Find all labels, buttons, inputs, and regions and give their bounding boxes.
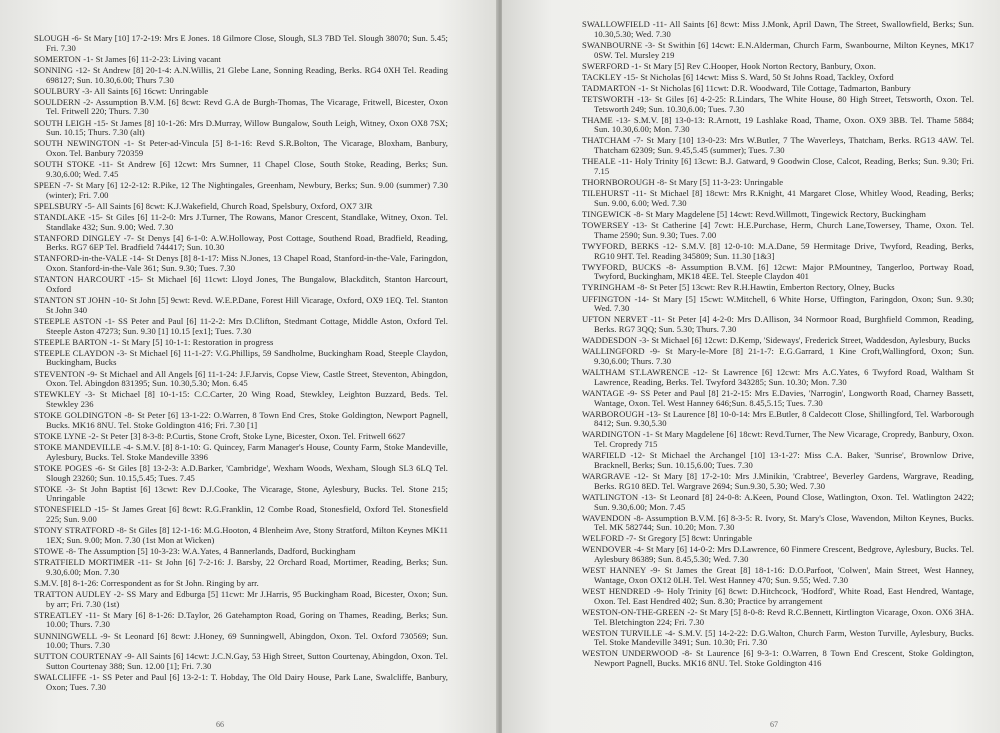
directory-entry: STOKE MANDEVILLE -4- S.M.V. [8] 8-1-10: G. Quincey, Farm Manager's House, County Farm, Stoke Mandeville, Aylesbury, Bucks. Tel. Stoke Mandeville 3396	[34, 442, 448, 462]
directory-entry: WADDESDON -3- St Michael [6] 12cwt: D.Kemp, 'Sideways', Frederick Street, Waddesdon, Aylesbury, Bucks	[582, 335, 971, 346]
directory-entry: SLOUGH -6- St Mary [10] 17-2-19: Mrs E Jones. 18 Gilmore Close, Slough, SL3 7BD Tel. Slough 38070; Sun. 5.45; Fri. 7.30	[34, 33, 448, 53]
directory-entry: SONNING -12- St Andrew [8] 20-1-4: A.N.Willis, 21 Glebe Lane, Sonning Reading, Berks. RG4 0XH Tel. Reading 698127; Sun. 10.30,6.00; Thurs 7.30	[34, 64, 448, 85]
left-page	[0, 0, 498, 733]
directory-entry: WARGRAVE -12- St Mary [8] 17-2-10: Mrs J.Minikin, 'Crabtree', Beverley Gardens, Wargrave, Reading, Berks. RG10 8ED. Tel. Wargrave 2694; Sun.9.30, 5.30; Wed. 7.30	[582, 471, 974, 491]
directory-entry: WARBOROUGH -13- St Laurence [8] 10-0-14: Mrs E.Butler, 8 Caldecott Close, Shillingford, Tel. Warborough 8412; Sun. 9.30,5.30	[582, 408, 974, 429]
directory-entry: STEVENTON -9- St Michael and All Angels [6] 11-1-24: J.F.Jarvis, Copse View, Castle Street, Steventon, Abingdon, Oxon. Tel. Abingdon 831395; Sun. 10.30,5.30; Mon. 6.45	[34, 368, 448, 389]
directory-entry: STOWE -8- The Assumption [5] 10-3-23: W.A.Yates, 4 Bannerlands, Dadford, Buckingham	[34, 546, 356, 556]
page-number: 67	[770, 720, 778, 729]
directory-entry: STOKE GOLDINGTON -8- St Peter [6] 13-1-22: O.Warren, 8 Town End Cres, Stoke Goldington, Newport Pagnell, Bucks. MK16 8NU. Tel. Stoke Goldington 416; Fri. 7.30 [1]	[34, 410, 448, 430]
directory-entry: WENDOVER -4- St Mary [6] 14-0-2: Mrs D.Lawrence, 60 Finmere Crescent, Bedgrove, Aylesbury, Bucks. Tel. Aylesbury 86389; Sun. 8.45,5.30; Wed. 7.30	[582, 544, 974, 565]
directory-entry: STOKE LYNE -2- St Peter [3] 8-3-8: P.Curtis, Stone Croft, Stoke Lyne, Bicester, Oxon. Tel. Fritwell 6627	[34, 430, 406, 441]
directory-entry: THEALE -11- Holy Trinity [6] 13cwt: B.J. Gatward, 9 Goodwin Close, Calcot, Reading, Berks; Sun. 9.30; Fri. 7.15	[582, 156, 974, 176]
directory-entry: WESTON TURVILLE -4- S.M.V. [5] 14-2-22: D.G.Walton, Church Farm, Weston Turville, Aylesbury, Bucks. Tel. Stoke Mandeville 3491; Sun. 10.30; Fri. 7.30	[582, 627, 974, 648]
directory-entry: TADMARTON -1- St Nicholas [6] 11cwt: D.R. Woodward, Tile Cottage, Tadmarton, Banbury	[582, 82, 911, 93]
directory-entry: WANTAGE -9- SS Peter and Paul [8] 21-2-15: Mrs E.Davies, 'Narrogin', Longworth Road, Charney Bassett, Wantage, Oxon. Tel. West Hanney 646;Sun. 8.45,5.15; Tues. 7.30	[582, 387, 974, 408]
directory-entry: WALTHAM ST.LAWRENCE -12- St Lawrence [6] 12cwt: Mrs A.C.Yates, 6 Twyford Road, Waltham St Lawrence, Reading, Berks. Tel. Twyford 343285; Sun. 10.30; Mon. 7.30	[582, 367, 974, 387]
directory-entry: TETSWORTH -13- St Giles [6] 4-2-25: R.Lindars, The White House, 80 High Street, Tetsworth, Oxon. Tel. Tetsworth 249; Sun. 10.30,6.00; Tues. 7.30	[582, 93, 974, 114]
right-page	[502, 0, 1000, 733]
page-number: 66	[216, 720, 224, 729]
directory-entry: SOMERTON -1- St James [6] 11-2-23: Living vacant	[34, 53, 221, 64]
directory-entry: UFFINGTON -14- St Mary [5] 15cwt: W.Mitchell, 6 White Horse, Uffington, Faringdon, Oxon; Sun. 9.30; Wed. 7.30	[582, 293, 974, 314]
directory-entry: WAVENDON -8- Assumption B.V.M. [6] 8-3-5: R. Ivory, St. Mary's Close, Wavendon, Milton Keynes, Bucks. Tel. MK 582744; Sun. 10.20; Mon. 7.30	[582, 512, 974, 533]
directory-entry: SWALCLIFFE -1- SS Peter and Paul [6] 13-2-1: T. Hobday, The Old Dairy House, Park Lane, Swalcliffe, Banbury, Oxon; Tues. 7.30	[34, 672, 448, 692]
directory-entry: WELFORD -7- St Gregory [5] 8cwt: Unringable	[582, 533, 753, 544]
directory-entry: STEEPLE CLAYDON -3- St Michael [6] 11-1-27: V.G.Phillips, 59 Sandholme, Buckingham Road, Steeple Claydon, Buckingham, Bucks	[34, 347, 448, 368]
directory-entry: WATLINGTON -13- St Leonard [8] 24-0-8: A.Keen, Pound Close, Watlington, Oxon. Tel. Watlington 2422; Sun. 9.30,6.00; Mon. 7.45	[582, 491, 974, 512]
directory-entry: STEEPLE ASTON -1- SS Peter and Paul [6] 11-2-2: Mrs D.Clifton, Stedmant Cottage, Middle Aston, Oxford Tel. Steeple Aston 47273; Sun. 9.30 [1] 10.15 [ex1]; Tues. 7.30	[34, 315, 448, 336]
directory-entry: WEST HANNEY -9- St James the Great [8] 18-1-16: D.O.Parfoot, 'Colwen', Main Street, West Hanney, Wantage, Oxon OX12 0LH. Tel. West Hanney 470; Sun. 9.55; Wed. 7.30	[582, 565, 974, 585]
directory-entry: SWERFORD -1- St Mary [5] Rev C.Hooper, Hook Norton Rectory, Banbury, Oxon.	[582, 60, 876, 71]
directory-entry: TWYFORD, BERKS -12- S.M.V. [8] 12-0-10: M.A.Dane, 59 Hermitage Drive, Twyford, Reading, Berks, RG10 9HT. Tel. Reading 345809; Sun. 11.30 [1&3]	[582, 240, 974, 261]
directory-entry: TACKLEY -15- St Nicholas [6] 14cwt: Miss S. Ward, 50 St Johns Road, Tackley, Oxford	[582, 71, 894, 82]
directory-entry: SWANBOURNE -3- St Swithin [6] 14cwt: E.N.Alderman, Church Farm, Swanbourne, Milton Keynes, MK17 0SW. Tel. Mursley 219	[582, 39, 974, 60]
directory-entry: SOULBURY -3- All Saints [6] 16cwt: Unringable	[34, 85, 209, 96]
directory-entry: SOUTH STOKE -11- St Andrew [6] 12cwt: Mrs Sumner, 11 Chapel Close, South Stoke, Reading, Berks; Sun. 9.30,6.00; Wed. 7.45	[34, 159, 448, 179]
directory-entry: WALLINGFORD -9- St Mary-le-More [8] 21-1-7: E.G.Garrard, 1 Kine Croft,Wallingford, Oxon; Sun. 9.30,6.00; Thurs. 7.30	[582, 346, 974, 366]
directory-entry: THAME -13- S.M.V. [8] 13-0-13: R.Arnott, 19 Lashlake Road, Thame, Oxon. OX9 3BB. Tel. Thame 5884; Sun. 10.30,6.00; Mon. 7.30	[582, 114, 974, 135]
directory-entry: WESTON UNDERWOOD -8- St Laurence [6] 9-3-1: O.Warren, 8 Town End Crescent, Stoke Goldington, Newport Pagnell, Bucks. MK16 8NU. Tel. Stoke Goldington 416	[582, 648, 974, 669]
directory-entry: STRATFIELD MORTIMER -11- St John [6] 7-2-16: J. Barsby, 22 Orchard Road, Mortimer, Reading, Berks; Sun. 9.30,6.00; Mon. 7.30	[34, 557, 448, 577]
directory-entry: SOUTH LEIGH -15- St James [8] 10-1-26: Mrs D.Murray, Willow Bungalow, South Leigh, Witney, Oxon OX8 7SX; Sun. 10.15; Thurs. 7.30 (alt)	[34, 117, 448, 138]
directory-entry: TWYFORD, BUCKS -8- Assumption B.V.M. [6] 12cwt: Major P.Mountney, Tangerloo, Portway Road, Twyford, Buckingham, MK18 4EE. Tel. Steeple Claydon 401	[582, 261, 974, 282]
right-entry-list	[582, 20, 974, 669]
directory-entry: STOKE POGES -6- St Giles [8] 13-2-3: A.D.Barker, 'Cambridge', Wexham Woods, Wexham, Slough SL3 6LQ Tel. Slough 23260; Sun. 10.15,5.45; Tues. 7.45	[34, 462, 448, 483]
directory-entry: STANTON ST JOHN -10- St John [5] 9cwt: Revd. W.E.P.Dane, Forest Hill Vicarage, Oxford, OX9 1EQ. Tel. Stanton St John 340	[34, 295, 448, 315]
directory-entry: TILEHURST -11- St Michael [8] 18cwt: Mrs R.Knight, 41 Margaret Close, Whitley Wood, Reading, Berks; Sun. 9.00, 6.00; Wed. 7.30	[582, 188, 974, 208]
directory-entry: TINGEWICK -8- St Mary Magdelene [5] 14cwt: Revd.Willmott, Tingewick Rectory, Buckingham	[582, 208, 927, 219]
directory-entry: STOKE -3- St John Baptist [6] 13cwt: Rev D.J.Cooke, The Vicarage, Stone, Aylesbury, Bucks. Tel. Stone 215; Unringable	[34, 483, 448, 504]
directory-entry: SWALLOWFIELD -11- All Saints [6] 8cwt: Miss J.Monk, April Dawn, The Street, Swallowfield, Berks; Sun. 10.30,5.30; Wed. 7.30	[582, 19, 974, 39]
directory-entry: SOUTH NEWINGTON -1- St Peter-ad-Vincula [5] 8-1-16: Revd S.R.Bolton, The Vicarage, Bloxham, Banbury, Oxon. Tel. Banbury 720359	[34, 138, 448, 159]
directory-entry: STONESFIELD -15- St James Great [6] 8cwt: R.G.Franklin, 12 Combe Road, Stonesfield, Oxford Tel. Stonesfield 225; Sun. 9.00	[34, 504, 448, 525]
directory-entry: UFTON NERVET -11- St Peter [4] 4-2-0: Mrs D.Allison, 34 Normoor Road, Burghfield Common, Reading, Berks. RG7 3QQ; Sun. 5.30; Thurs. 7.30	[582, 314, 974, 335]
directory-entry: STEWKLEY -3- St Michael [8] 10-1-15: C.C.Carter, 20 Wing Road, Stewkley, Leighton Buzzard, Beds. Tel. Stewkley 236	[34, 389, 448, 410]
directory-entry: S.M.V. [8] 8-1-26: Correspondent as for St John. Ringing by arr.	[34, 577, 259, 588]
directory-entry: STANFORD-in-the-VALE -14- St Denys [8] 8-1-17: Miss N.Jones, 13 Chapel Road, Stanford-in-the-Vale, Faringdon, Oxon. Stanford-in-the-Vale 361; Sun. 9.30; Tues. 7.30	[34, 253, 448, 274]
directory-entry: SOULDERN -2- Assumption B.V.M. [6] 8cwt: Revd G.A de Burgh-Thomas, The Vicarage, Fritwell, Bicester, Oxon Tel. Fritwell 220; Thurs. 7.30	[34, 96, 448, 117]
directory-entry: STEEPLE BARTON -1- St Mary [5] 10-1-1: Restoration in progress	[34, 336, 274, 347]
directory-entry: SUNNINGWELL -9- St Leonard [6] 8cwt: J.Honey, 69 Sunningwell, Abingdon, Oxon. Tel. Oxford 730569; Sun. 10.00; Thurs. 7.30	[34, 630, 448, 651]
directory-entry: TOWERSEY -13- St Catherine [4] 7cwt: H.E.Purchase, Herm, Church Lane,Towersey, Thame, Oxon. Tel. Thame 2590; Sun. 9.30; Tues. 7.00	[582, 220, 974, 240]
directory-entry: WARFIELD -12- St Michael the Archangel [10] 13-1-27: Miss C.A. Baker, 'Sunrise', Brownlow Drive, Bracknell, Berks; Sun. 10.15,6.00; Tues. 7.30	[582, 450, 974, 470]
directory-entry: SPEEN -7- St Mary [6] 12-2-12: R.Pike, 12 The Nightingales, Greenham, Newbury, Berks; Sun. 9.00 (summer) 7.30 (winter); Fri. 7.00	[34, 179, 448, 200]
directory-entry: WESTON-ON-THE-GREEN -2- St Mary [5] 8-0-8: Revd R.C.Bennett, Kirtlington Vicarage, Oxon. OX6 3HA. Tel. Bletchington 224; Fri. 7.30	[582, 606, 974, 627]
directory-entry: STANFORD DINGLEY -7- St Denys [4] 6-1-0: A.W.Holloway, Post Cottage, Southend Road, Bradfield, Reading, Berks. RG7 6EP Tel. Bradfield 744417; Sun. 10.30	[34, 232, 448, 253]
directory-entry: STREATLEY -11- St Mary [6] 8-1-26: D.Taylor, 26 Gatehampton Road, Goring on Thames, Reading, Berks; Sun. 10.00; Thurs. 7.30	[34, 609, 448, 630]
directory-entry: WARDINGTON -1- St Mary Magdelene [6] 18cwt: Revd.Turner, The New Vicarage, Cropredy, Banbury, Oxon. Tel. Cropredy 715	[582, 429, 974, 450]
directory-entry: THORNBOROUGH -8- St Mary [5] 11-3-23: Unringable	[582, 177, 784, 188]
directory-entry: TRATTON AUDLEY -2- SS Mary and Edburga [5] 11cwt: Mr J.Harris, 95 Buckingham Road, Bicester, Oxon; Sun. by arr; Fri. 7.30 (1st)	[34, 588, 448, 609]
directory-entry: STANDLAKE -15- St Giles [6] 11-2-0: Mrs J.Turner, The Rowans, Manor Crescent, Standlake, Witney, Oxon. Tel. Standlake 432; Sun. 9.00; Wed. 7.30	[34, 211, 448, 232]
left-entry-list	[34, 34, 448, 693]
directory-entry: STONY STRATFORD -8- St Giles [8] 12-1-16: M.G.Hooton, 4 Blenheim Ave, Stony Stratford, Milton Keynes MK11 1EX; Sun. 9.00; Mon. 7.30 (1st Mon at Wicken)	[34, 525, 448, 545]
directory-entry: STANTON HARCOURT -15- St Michael [6] 11cwt: Lloyd Jones, The Bungalow, Blackditch, Stanton Harcourt, Oxford	[34, 274, 448, 294]
directory-entry: SPELSBURY -5- All Saints [6] 8cwt: K.J.Wakefield, Church Road, Spelsbury, Oxford, OX7 3JR	[34, 200, 373, 211]
directory-entry: SUTTON COURTENAY -9- All Saints [6] 14cwt: J.C.N.Gay, 53 High Street, Sutton Courtenay, Abingdon, Oxon. Tel. Sutton Courtenay 388; Sun. 12.00 [1]; Fri. 7.30	[34, 651, 448, 672]
directory-entry: THATCHAM -7- St Mary [10] 13-0-23: Mrs W.Butler, 7 The Waverleys, Thatcham, Berks. RG13 4AW. Tel. Thatcham 62309; Sun. 9.45,5.45 (summer); Tues. 7.30	[582, 135, 974, 156]
directory-entry: TYRINGHAM -8- St Peter [5] 13cwt: Rev R.H.Hawtin, Emberton Rectory, Olney, Bucks	[582, 282, 895, 293]
directory-entry: WEST HENDRED -9- Holy Trinity [6] 8cwt: D.Hitchcock, 'Hodford', White Road, East Hendred, Wantage, Oxon. Tel. East Hendred 402; Sun. 8.30; Practice by arrangement	[582, 586, 974, 606]
